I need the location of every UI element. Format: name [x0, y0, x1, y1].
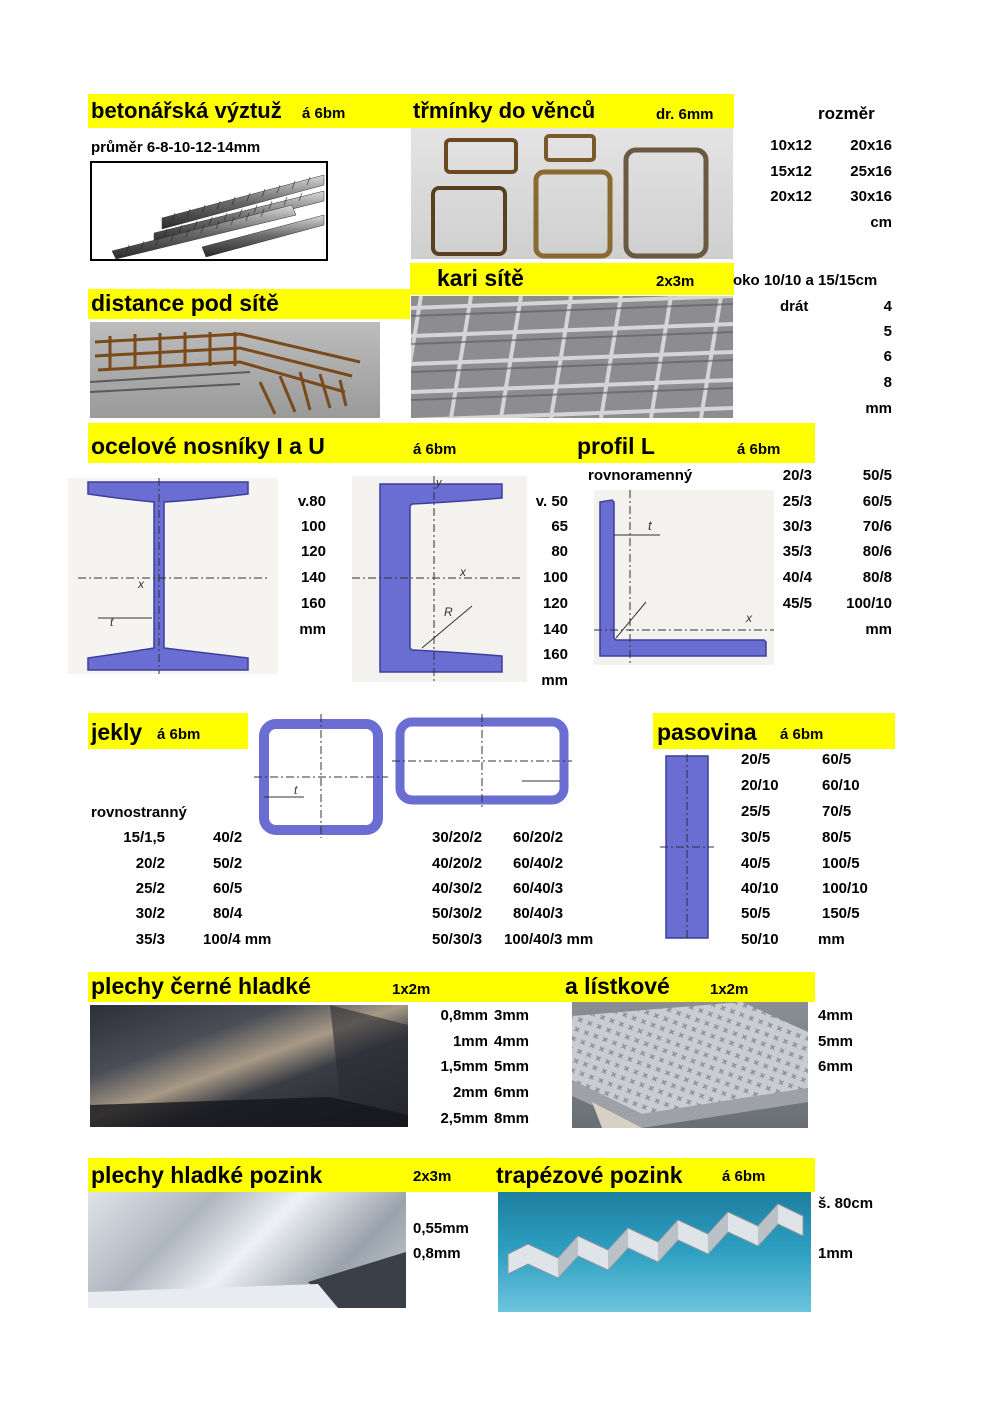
rebar-title: betonářská výztuž — [91, 98, 282, 123]
mesh-grid: oko 10/10 a 15/15cm — [733, 272, 878, 289]
black-sheet-5b: 8mm — [494, 1110, 530, 1127]
black-sheet-1b: 3mm — [494, 1007, 530, 1024]
spacers-photo — [90, 322, 380, 418]
stirrups-size-1a: 10x12 — [770, 137, 812, 154]
stirrups-size-3a: 20x12 — [770, 188, 812, 205]
rebar-diameters: průměr 6-8-10-12-14mm — [91, 139, 261, 156]
mesh-photo — [411, 296, 733, 418]
i-beam-size-2: 100 — [300, 518, 326, 535]
stirrups-unit: cm — [870, 214, 892, 231]
flat-6b: 100/10 — [822, 880, 868, 897]
rebar-unit: á 6bm — [302, 105, 346, 122]
checker-title: a lístkové — [565, 973, 670, 999]
trapez-thick: 1mm — [818, 1245, 854, 1262]
square-tube-drawing — [254, 714, 388, 838]
mesh-wire-3: 6 — [883, 348, 892, 365]
galv-title: plechy hladké pozink — [91, 1162, 323, 1188]
rebar-photo — [90, 161, 328, 261]
u-beam-r-label: R — [444, 605, 453, 619]
mesh-size: 2x3m — [656, 273, 695, 290]
i-beam-size-4: 140 — [300, 569, 326, 586]
stirrups-size-1b: 20x16 — [850, 137, 892, 154]
black-sheet-3a: 1,5mm — [440, 1058, 488, 1075]
mesh-unit: mm — [865, 400, 892, 417]
black-sheet-2b: 4mm — [494, 1033, 530, 1050]
trapez-width: š. 80cm — [818, 1195, 874, 1212]
beams-title: ocelové nosníky I a U — [91, 433, 325, 459]
flat-2b: 60/10 — [822, 777, 860, 794]
galv-sheet-photo — [88, 1192, 406, 1308]
flat-1b: 60/5 — [822, 751, 852, 768]
rect-tube-4a: 50/30/2 — [432, 905, 483, 922]
u-beam-size-6: 140 — [542, 621, 568, 638]
flat-3a: 25/5 — [741, 803, 771, 820]
l-size-1a: 20/3 — [782, 467, 812, 484]
tubes-unit: á 6bm — [157, 726, 201, 743]
flat-7a: 50/5 — [741, 905, 771, 922]
i-beam-drawing — [68, 478, 278, 674]
rect-tube-2b: 60/40/2 — [513, 855, 564, 872]
i-beam-size-1: v.80 — [297, 493, 326, 510]
black-sheet-4a: 2mm — [452, 1084, 488, 1101]
black-sheet-4b: 6mm — [494, 1084, 530, 1101]
beams-unit: á 6bm — [413, 441, 457, 458]
rect-tube-4b: 80/40/3 — [513, 905, 564, 922]
trapez-sheet-photo — [498, 1192, 811, 1312]
checker-thick-2: 5mm — [818, 1033, 854, 1050]
rect-tube-5b: 100/40/3 mm — [504, 931, 594, 948]
l-unit: mm — [865, 621, 892, 638]
flat-6a: 40/10 — [741, 880, 779, 897]
sq-tube-4a: 30/2 — [135, 905, 165, 922]
u-beam-size-7: 160 — [542, 646, 568, 663]
sq-tube-3a: 25/2 — [135, 880, 165, 897]
flat-unit: á 6bm — [780, 726, 824, 743]
black-sheet-5a: 2,5mm — [440, 1110, 488, 1127]
rect-tube-1b: 60/20/2 — [513, 829, 564, 846]
sq-tube-2b: 50/2 — [213, 855, 243, 872]
mesh-wire-2: 5 — [883, 323, 892, 340]
flat-unit-mm: mm — [818, 931, 845, 948]
stirrups-photo — [411, 128, 733, 259]
flat-3b: 70/5 — [822, 803, 852, 820]
flat-5a: 40/5 — [741, 855, 771, 872]
l-profile-x-label: x — [746, 611, 752, 625]
l-size-5b: 80/8 — [862, 569, 892, 586]
mesh-title: kari sítě — [437, 265, 524, 291]
l-size-2a: 25/3 — [782, 493, 812, 510]
i-beam-x-label: x — [138, 577, 144, 591]
black-sheets-size: 1x2m — [392, 981, 431, 998]
square-tube-t-label: t — [294, 783, 298, 797]
l-profile-drawing — [594, 490, 774, 665]
l-size-3a: 30/3 — [782, 518, 812, 535]
flat-4a: 30/5 — [741, 829, 771, 846]
rect-tube-drawing — [392, 714, 572, 808]
sq-tube-5b: 100/4 mm — [203, 931, 272, 948]
stirrups-size-2b: 25x16 — [850, 163, 892, 180]
rect-tube-2a: 40/20/2 — [432, 855, 483, 872]
stirrups-size-header: rozměr — [818, 104, 875, 123]
trapez-title: trapézové pozink — [496, 1162, 683, 1188]
u-beam-size-5: 120 — [542, 595, 568, 612]
rect-tube-5a: 50/30/3 — [432, 931, 483, 948]
galv-thick-2: 0,8mm — [413, 1245, 461, 1262]
u-beam-size-3: 80 — [551, 543, 568, 560]
l-size-3b: 70/6 — [862, 518, 892, 535]
u-beam-size-4: 100 — [542, 569, 568, 586]
flat-4b: 80/5 — [822, 829, 852, 846]
l-size-2b: 60/5 — [862, 493, 892, 510]
stirrups-title: třmínky do věnců — [413, 98, 596, 123]
flat-7b: 150/5 — [822, 905, 860, 922]
checker-thick-1: 4mm — [818, 1007, 854, 1024]
rect-tube-3b: 60/40/3 — [513, 880, 564, 897]
rect-tube-3a: 40/30/2 — [432, 880, 483, 897]
sq-tube-1b: 40/2 — [213, 829, 243, 846]
flat-bar-drawing — [660, 754, 714, 940]
tubes-type: rovnostranný — [91, 804, 187, 821]
l-size-1b: 50/5 — [862, 467, 892, 484]
black-sheet-photo — [90, 1005, 408, 1127]
mesh-wire-1: 4 — [883, 298, 892, 315]
checker-size: 1x2m — [710, 981, 749, 998]
u-beam-unit: mm — [541, 672, 568, 689]
black-sheet-2a: 1mm — [452, 1033, 488, 1050]
black-sheets-title: plechy černé hladké — [91, 973, 311, 999]
sq-tube-1a: 15/1,5 — [123, 829, 165, 846]
mesh-wire-label: drát — [780, 298, 809, 315]
profile-l-type: rovnoramenný — [588, 467, 693, 484]
sq-tube-4b: 80/4 — [213, 905, 243, 922]
u-beam-y-label: y — [436, 477, 442, 489]
flat-title: pasovina — [657, 719, 757, 745]
mesh-wire-4: 8 — [883, 374, 892, 391]
i-beam-t-label: t — [110, 615, 114, 629]
spacers-title: distance pod sítě — [91, 290, 279, 316]
tubes-title: jekly — [91, 719, 143, 745]
i-beam-size-5: 160 — [300, 595, 326, 612]
flat-8a: 50/10 — [741, 931, 779, 948]
sq-tube-5a: 35/3 — [135, 931, 165, 948]
l-size-4b: 80/6 — [862, 543, 892, 560]
flat-5b: 100/5 — [822, 855, 860, 872]
stirrups-size-3b: 30x16 — [850, 188, 892, 205]
checker-plate-photo — [572, 1002, 808, 1128]
galv-thick-1: 0,55mm — [413, 1220, 469, 1237]
u-beam-size-2: 65 — [551, 518, 568, 535]
flat-1a: 20/5 — [741, 751, 771, 768]
checker-thick-3: 6mm — [818, 1058, 854, 1075]
black-sheet-3b: 5mm — [494, 1058, 530, 1075]
stirrups-size-2a: 15x12 — [770, 163, 812, 180]
l-size-5a: 40/4 — [782, 569, 812, 586]
stirrups-wire: dr. 6mm — [656, 106, 714, 123]
black-sheet-1a: 0,8mm — [440, 1007, 488, 1024]
l-size-6a: 45/5 — [782, 595, 812, 612]
u-beam-size-1: v. 50 — [535, 493, 568, 510]
l-profile-t-label: t — [648, 518, 652, 533]
galv-size: 2x3m — [413, 1168, 452, 1185]
i-beam-size-3: 120 — [300, 543, 326, 560]
u-beam-x-label: x — [460, 565, 466, 579]
profile-l-title: profil L — [577, 433, 655, 459]
u-beam-drawing — [352, 476, 527, 682]
rect-tube-1a: 30/20/2 — [432, 829, 483, 846]
sq-tube-2a: 20/2 — [135, 855, 165, 872]
sq-tube-3b: 60/5 — [213, 880, 243, 897]
trapez-unit: á 6bm — [722, 1168, 766, 1185]
l-size-4a: 35/3 — [782, 543, 812, 560]
i-beam-unit: mm — [299, 621, 326, 638]
profile-l-unit: á 6bm — [737, 441, 781, 458]
flat-2a: 20/10 — [741, 777, 779, 794]
l-size-6b: 100/10 — [846, 595, 892, 612]
